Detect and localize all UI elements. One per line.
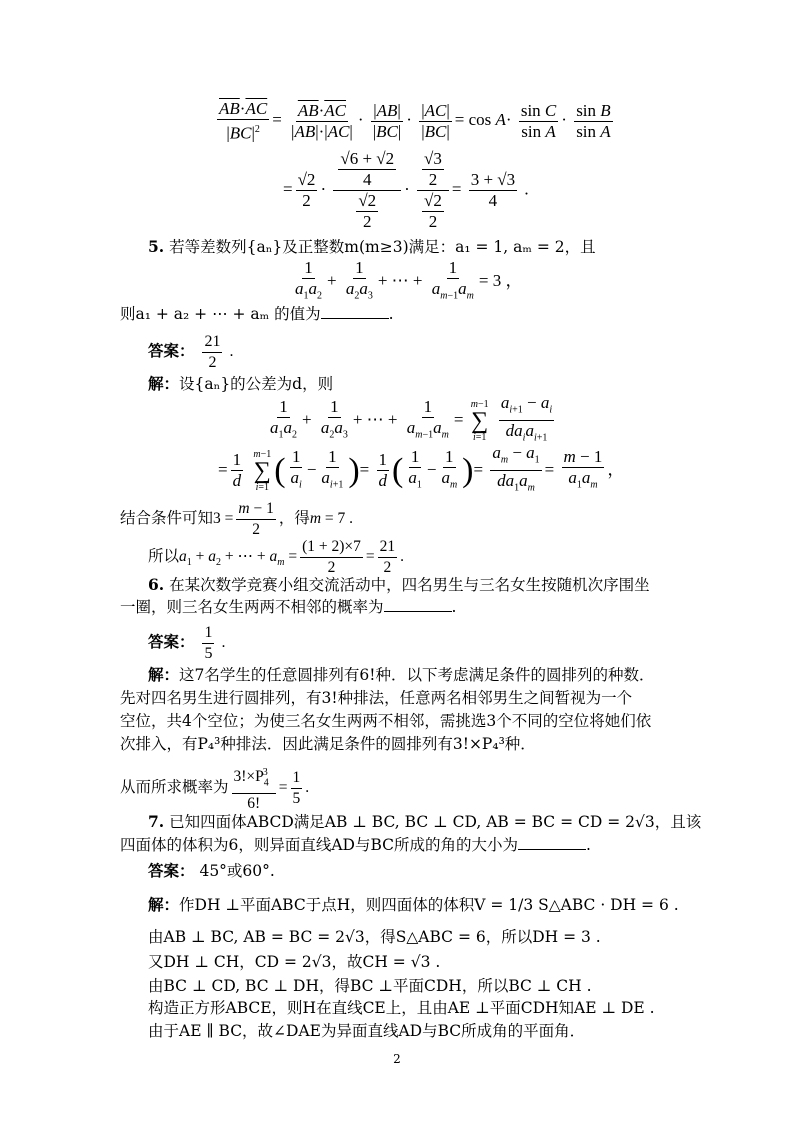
problem-5-condition-equation: $\frac{1}{a_1a_2}$ + $\frac{1}{a_2a_3}$ + ⋯ + $\frac{1}{a_{m-1}a_m}$ = 3 ， [295,258,523,302]
problem-5-answer-value: $\frac{21}{2}$ . [204,333,234,371]
problem-7-solution-1: 作DH ⊥平面ABC于点H，则四面体的体积V = 1/3 S△ABC · DH = 6 . [179,896,679,914]
problem-7-number: 7. [148,812,165,831]
solution-label: 解： [148,895,180,914]
problem-6-answer-value: $\frac{1}{5}$ . [204,624,226,662]
problem-5-solution-text: 设{aₙ}的公差为d，则 [179,375,334,393]
problem-6-solution-line2 [120,687,632,709]
problem-7-solution-line5 [148,997,655,1019]
problem-5-question: 则a₁ + a₂ + ⋯ + aₘ 的值为 . [120,305,394,323]
problem-5-derive-m: 结合条件可知3 = $\frac{m - 1}{2}$ ，得m = 7 . [120,500,354,538]
problem-7-solution-line2 [148,926,601,948]
problem-7-text-1: 已知四面体ABCD满足AB ⊥ BC, BC ⊥ CD, AB = BC = CD = 2√3，且该 [169,813,702,831]
problem-6-solution-line3 [120,710,651,732]
answer-label: 答案： [148,341,195,361]
problem-7-solution-line1 [148,894,679,916]
problem-7-answer [148,860,275,882]
problem-7-solution-6: 由于AE ∥ BC，故∠DAE为异面直线AD与BC所成角的平面角． [148,1022,586,1040]
problem-5-number: 5. [148,237,165,256]
problem-7-solution-line6 [148,1020,585,1042]
solution-label: 解： [148,374,180,393]
problem-6-number: 6. [148,575,165,594]
problem-7-statement-line1 [148,811,701,833]
answer-blank [321,304,389,319]
problem-7-solution-3: 又DH ⊥ CH，CD = 2√3，故CH = √3 . [148,953,441,971]
problem-6-solution-line4 [120,733,536,755]
solution-label: 解： [148,665,180,684]
answer-blank [384,597,452,612]
problem-6-solution-4: 次排入，有P₄³种排法．因此满足条件的圆排列有3!×P₄³种． [120,735,536,753]
problem-7-solution-line4 [148,975,592,997]
problem-5-statement [148,236,596,258]
problem-6-solution-2: 先对四名男生进行圆排列，有3!种排法，任意两名相邻男生之间暂视为一个 [120,689,633,707]
problem-6-text-2: 一圈，则三名女生两两不相邻的概率为 [120,598,384,616]
problem-5-sum-equation-2: = $\frac{1}{d}$ m−1 ∑ i=1 ( $\frac{1}{a_i}$ − $\frac{1}{a_{i+1}}$ )= $\frac{1}{d}$ ( $\frac{1}{a_1}$ − $\frac{1}{a_m}$ )= $\frac{a_m - a_1}{da_1a_m}$ = $\frac{m - 1}{a_1a_m}$ ， [218,443,625,494]
problem-6-probability: 从而所求概率为 $\frac{3!\times P_4^3}{6!}$ = $\frac{1}{5}$ . [120,764,309,813]
answer-blank [518,835,586,850]
answer-label: 答案： [148,861,195,880]
problem-5-answer [148,333,233,372]
page-number: 2 [393,1052,401,1066]
equation-cos-ratio-line1: $\frac{\overline{AB}\cdot\overline{AC}}{|BC|^2}$ = $\frac{\overline{AB}\cdot\overline{AC}}{|AB|\cdot|AC|}$ · $\frac{|AB|}{|BC|}$ · $\frac{|AC|}{|BC|}$ = cos A· $\frac{\text{sin C}}{\text{sin A}}$ · $\frac{\text{sin B}}{\text{sin A}}$ [219,99,611,143]
problem-6-solution-line1 [148,664,654,686]
problem-7-solution-4: 由BC ⊥ CD, BC ⊥ DH，得BC ⊥平面CDH，所以BC ⊥ CH . [148,977,592,995]
answer-label: 答案： [148,632,195,652]
problem-5-final-sum: 所以$a_1 + a_2$ + ⋯ + $a_m$ = $\frac{(1 + 2)\times 7}{2}$ = $\frac{21}{2}$ . [148,538,405,576]
problem-5-text: 若等差数列{aₙ}及正整数m(m≥3)满足：a₁ = 1, aₘ = 2，且 [169,238,596,256]
problem-5-question-text: 则a₁ + a₂ + ⋯ + aₘ 的值为 [120,305,321,323]
problem-6-statement-line1 [148,574,650,596]
problem-6-answer [148,624,225,663]
problem-5-sum-equation-1: $\frac{1}{a_1a_2}$ + $\frac{1}{a_2a_3}$ + ⋯ + $\frac{1}{a_{m-1}a_m}$ = m−1 ∑ i=1 $\frac{a_{i+1} - a_i}{da_ia_{i+1}}$ [270,393,553,444]
problem-5-solution-intro [148,373,333,395]
problem-6-solution-1: 这7名学生的任意圆排列有6!种．以下考虑满足条件的圆排列的种数． [179,666,655,684]
problem-7-solution-2: 由AB ⊥ BC, AB = BC = 2√3，得S△ABC = 6，所以DH = 3 . [148,928,601,946]
problem-7-statement-line2: 四面体的体积为6，则异面直线AD与BC所成的角的大小为 . [120,836,591,854]
problem-7-answer-value: 45°或60°. [199,862,275,880]
problem-7-solution-5: 构造正方形ABCE，则H在直线CE上，且由AE ⊥平面CDH知AE ⊥ DE . [148,999,655,1017]
problem-7-solution-line3 [148,951,440,973]
equation-cos-ratio-line2: = $\frac{√2}{2}$ · $\frac{\frac{√6 + √2}{4}}{\frac{√2}{2}}$ · $\frac{\frac{√3}{2}}{\frac{√2}{2}}$ = $\frac{3 + √3}{4}$ . [283,149,529,231]
problem-6-text-1: 在某次数学竞赛小组交流活动中，四名男生与三名女生按随机次序围坐 [169,576,650,594]
problem-6-statement-line2: 一圈，则三名女生两两不相邻的概率为 . [120,598,457,616]
problem-6-solution-3: 空位，共4个空位；为使三名女生两两不相邻，需挑选3个不同的空位将她们依 [120,712,652,730]
problem-7-text-2: 四面体的体积为6，则异面直线AD与BC所成的角的大小为 [120,836,519,854]
